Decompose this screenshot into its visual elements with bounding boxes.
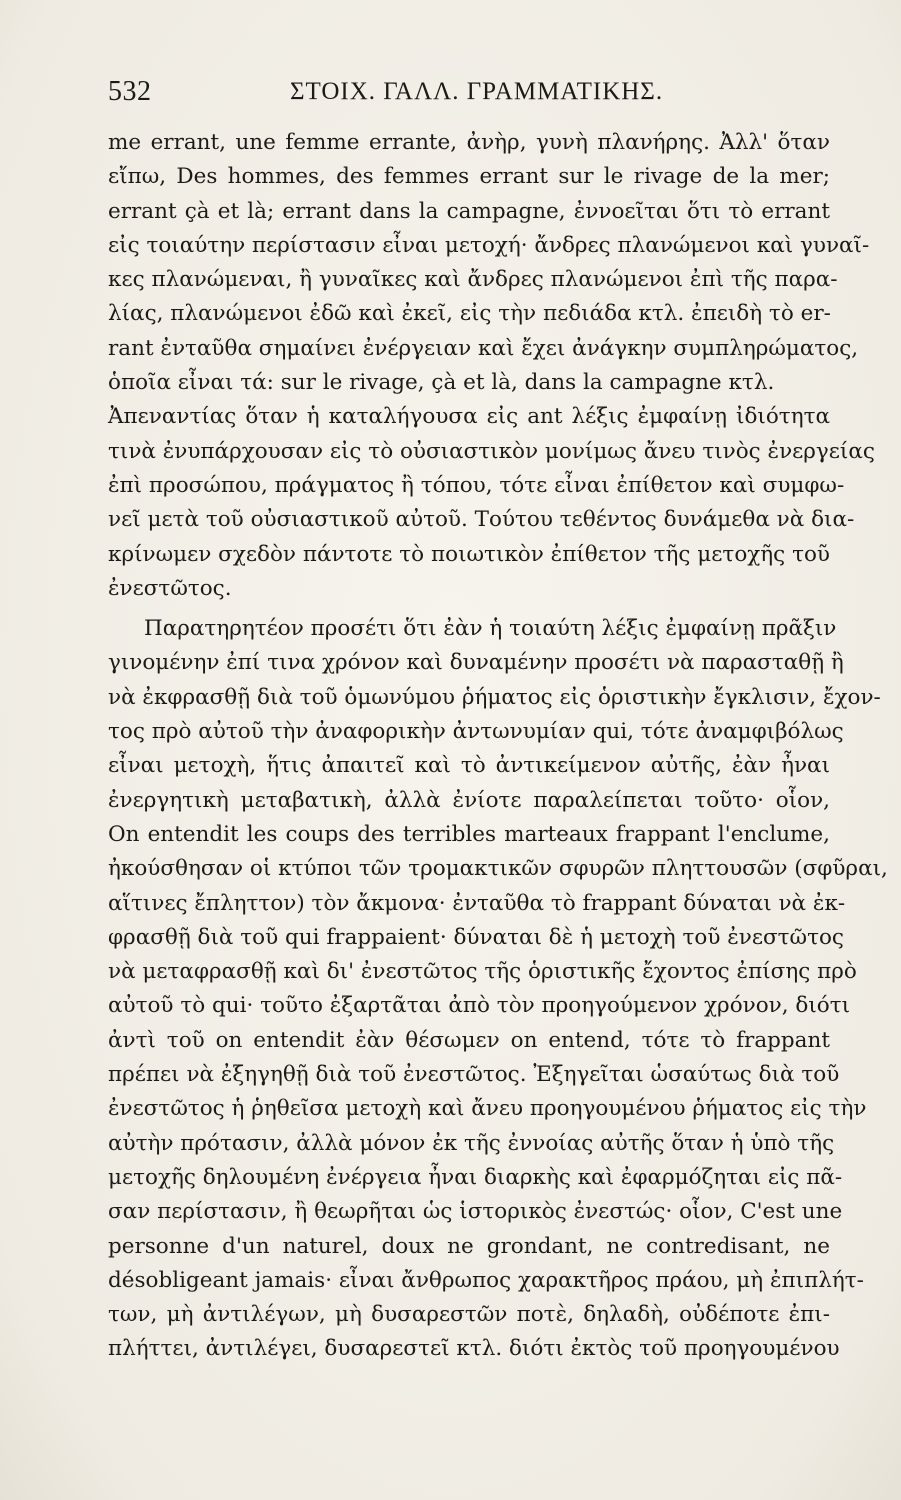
text-line: désobligeant jamais· εἶναι ἄνθρωπος χαρακτῆρος πράου, μὴ ἐπιπλήτ- (108, 1267, 864, 1293)
text-line: τος πρὸ αὐτοῦ τὴν ἀναφορικὴν ἀντωνυμίαν qui, τότε ἀναμφιβόλως (108, 719, 844, 745)
text-line: errant çà et là; errant dans la campagne, ἐννοεῖται ὅτι τὸ errant (108, 198, 830, 224)
text-line: λίας, πλανώμενοι ἐδῶ καὶ ἐκεῖ, εἰς τὴν πεδιάδα κτλ. ἐπειδὴ τὸ er- (108, 301, 831, 327)
text-line: me errant, une femme errante, ἀνὴρ, γυνὴ πλανήρης. Ἀλλ' ὅταν (108, 130, 830, 155)
text-line: On entendit les coups des terribles marteaux frappant l'enclume, (108, 821, 830, 847)
text-line: ἐνεστῶτος ἡ ῥηθεῖσα μετοχὴ καὶ ἄνευ προηγουμένου ῥήματος εἰς τὴν (108, 1096, 867, 1122)
text-line: αἵτινες ἔπληττον) τὸν ἄκμονα· ἐνταῦθα τὸ frappant δύναται νὰ ἐκ- (108, 890, 846, 916)
text-line: ἐνεστῶτος. (108, 575, 232, 601)
text-line: αὐτὴν πρότασιν, ἀλλὰ μόνον ἐκ τῆς ἐννοίας αὐτῆς ὅταν ἡ ὑπὸ τῆς (108, 1130, 835, 1156)
text-line: κες πλανώμεναι, ἢ γυναῖκες καὶ ἄνδρες πλανώμενοι ἐπὶ τῆς παρα- (108, 267, 838, 293)
text-line: αὐτοῦ τὸ qui· τοῦτο ἐξαρτᾶται ἀπὸ τὸν προηγούμενον χρόνον, διότι (108, 993, 851, 1019)
text-line: εἴπω, Des hommes, des femmes errant sur le rivage de la mer; (108, 164, 830, 190)
text-line: τινὰ ἐνυπάρχουσαν εἰς τὸ οὐσιαστικὸν μονίμως ἄνευ τινὸς ἐνεργείας (108, 438, 875, 464)
text-line: personne d'un naturel, doux ne grondant, ne contredisant, ne (108, 1233, 830, 1259)
text-line: φρασθῇ διὰ τοῦ qui frappaient· δύναται δὲ ἡ μετοχὴ τοῦ ἐνεστῶτος (108, 924, 844, 950)
text-line: των, μὴ ἀντιλέγων, μὴ δυσαρεστῶν ποτὲ, δηλαδὴ, οὐδέποτε ἐπι- (108, 1302, 830, 1328)
paragraph (108, 612, 888, 1367)
text-line: εἰς τοιαύτην περίστασιν εἶναι μετοχή· ἄνδρες πλανώμενοι καὶ γυναῖ- (108, 232, 870, 258)
body-text (108, 126, 888, 1367)
text-line: εἶναι μετοχὴ, ἥτις ἀπαιτεῖ καὶ τὸ ἀντικείμενον αὐτῆς, ἐὰν ἦναι (108, 753, 830, 779)
text-line: κρίνωμεν σχεδὸν πάντοτε τὸ ποιωτικὸν ἐπίθετον τῆς μετοχῆς τοῦ (108, 541, 830, 567)
text-line: μετοχῆς δηλουμένη ἐνέργεια ἦναι διαρκὴς καὶ ἐφαρμόζηται εἰς πᾶ- (108, 1164, 843, 1190)
text-line: Ἀπεναντίας ὅταν ἡ καταλήγουσα εἰς ant λέξις ἐμφαίνῃ ἰδιότητα (108, 404, 830, 430)
text-line: πρέπει νὰ ἐξηγηθῇ διὰ τοῦ ἐνεστῶτος. Ἐξηγεῖται ὡσαύτως διὰ τοῦ (108, 1062, 840, 1088)
page-header (108, 76, 808, 116)
text-line: νὰ ἐκφρασθῇ διὰ τοῦ ὁμωνύμου ῥήματος εἰς ὁριστικὴν ἔγκλισιν, ἔχον- (108, 684, 881, 710)
paragraph (108, 400, 875, 606)
text-line: Παρατηρητέον προσέτι ὅτι ἐὰν ἡ τοιαύτη λέξις ἐμφαίνῃ πρᾶξιν (144, 616, 837, 642)
page-number: 532 (108, 76, 152, 107)
text-line: ὁποῖα εἶναι τά: sur le rivage, çà et là, dans la campagne κτλ. (108, 370, 775, 396)
text-line: ἠκούσθησαν οἱ κτύποι τῶν τρομακτικῶν σφυρῶν πληττουσῶν (σφῦραι, (108, 856, 888, 882)
text-line: γινομένην ἐπί τινα χρόνον καὶ δυναμένην προσέτι νὰ παρασταθῇ ἢ (108, 650, 844, 676)
text-line: ἀντὶ τοῦ on entendit ἐὰν θέσωμεν on entend, τότε τὸ frappant (108, 1027, 830, 1053)
text-line: σαν περίστασιν, ἢ θεωρῆται ὡς ἱστορικὸς ἐνεστώς· οἷον, C'est une (108, 1199, 843, 1225)
text-line: ἐνεργητικὴ μεταβατικὴ, ἀλλὰ ἐνίοτε παραλείπεται τοῦτο· οἷον, (108, 787, 830, 813)
paragraph (108, 126, 870, 400)
running-head: ΣΤΟΙΧ. ΓΑΛΛ. ΓΡΑΜΜΑΤΙΚΗΣ. (290, 78, 664, 105)
text-line: νὰ μεταφρασθῇ καὶ δι' ἐνεστῶτος τῆς ὁριστικῆς ἔχοντος ἐπίσης πρὸ (108, 959, 857, 985)
text-line: νεῖ μετὰ τοῦ οὐσιαστικοῦ αὐτοῦ. Τούτου τεθέντος δυνάμεθα νὰ δια- (108, 507, 855, 533)
text-line: πλήττει, ἀντιλέγει, δυσαρεστεῖ κτλ. διότι ἐκτὸς τοῦ προηγουμένου (108, 1336, 840, 1362)
text-line: rant ἐνταῦθα σημαίνει ἐνέργειαν καὶ ἔχει ἀνάγκην συμπληρώματος, (108, 335, 859, 361)
text-line: ἐπὶ προσώπου, πράγματος ἢ τόπου, τότε εἶναι ἐπίθετον καὶ συμφω- (108, 472, 845, 498)
